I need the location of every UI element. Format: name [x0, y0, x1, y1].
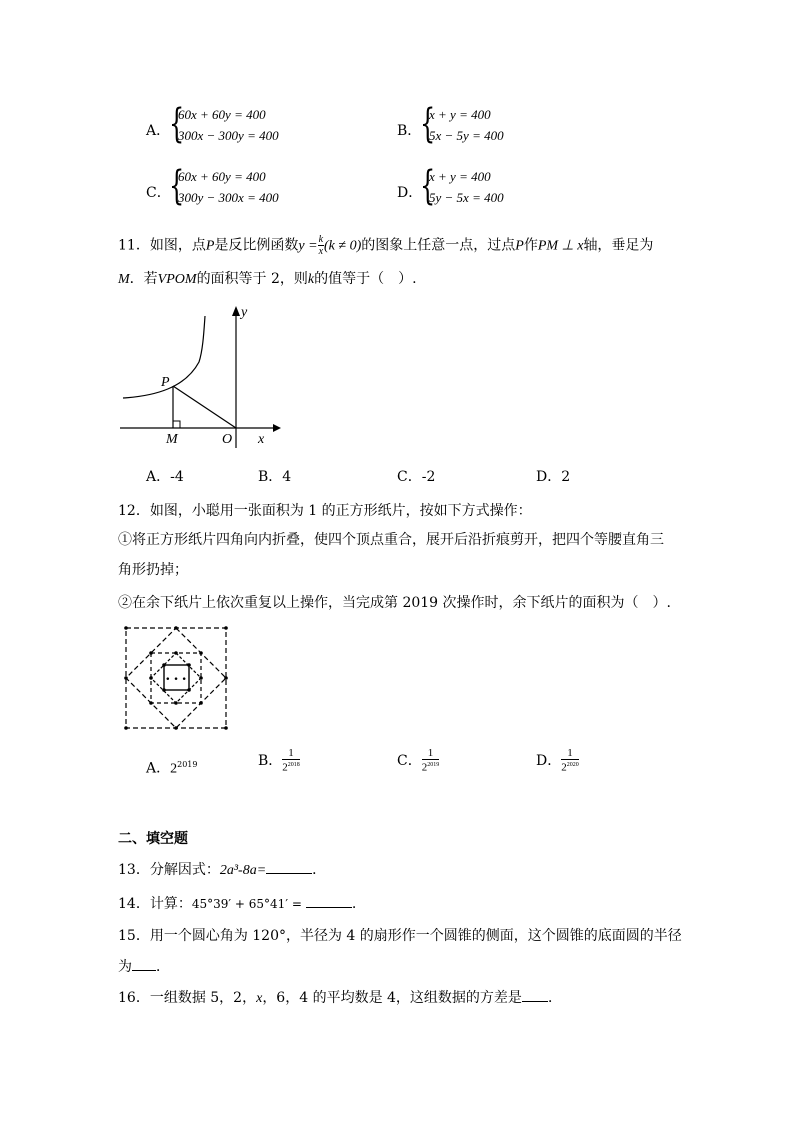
pm-perp: PM ⊥ x [537, 238, 584, 254]
q11-text: 轴，垂足为 [583, 237, 654, 254]
q15-line2 [118, 958, 170, 976]
point-m: M [118, 272, 130, 287]
q12-line1: 12．如图，小聪用一张面积为 1 的正方形纸片，按如下方式操作： [118, 503, 532, 519]
answer-blank[interactable] [132, 970, 156, 971]
option-letter: A． [146, 760, 171, 777]
point-p: P [515, 238, 524, 254]
label-x: x [258, 432, 265, 447]
q11-text: 的图象上任意一点，过点 [361, 237, 516, 254]
q16-text: ． [547, 990, 562, 1006]
q11-option-b: B．4 [258, 469, 292, 485]
q12-option-d [536, 748, 579, 774]
q11-line2 [118, 270, 417, 289]
k-var: k [307, 272, 315, 287]
q14-text: 14．计算： [118, 896, 192, 912]
q12-option-c [397, 748, 439, 774]
option-letter: D． [536, 752, 562, 769]
x-axis-arrow [273, 424, 281, 432]
q13-text: ． [312, 862, 327, 878]
y-axis-arrow [232, 306, 240, 316]
label-m: M [166, 432, 178, 447]
q14-text: . [351, 896, 357, 912]
q16 [118, 989, 562, 1008]
option-letter: D． [397, 185, 423, 201]
q16-text: ，6，4 的平均数是 4，这组数据的方差是 [262, 990, 522, 1006]
answer-blank[interactable] [522, 1001, 548, 1002]
x-var: x [256, 991, 263, 1006]
q11-line1 [118, 234, 653, 257]
q15-line1: 15．用一个圆心角为 120°，半径为 4 的扇形作一个圆锥的侧面，这个圆锥的底面圆的半径 [118, 928, 682, 944]
answer-blank[interactable] [266, 873, 312, 874]
equation: 5x − 5y = 400 [429, 128, 504, 143]
q14 [118, 895, 356, 913]
brace: { [420, 101, 436, 147]
label-o: O [222, 432, 233, 447]
option-letter: B． [258, 752, 283, 769]
equation: 60x + 60y = 400 [178, 169, 266, 184]
q13-text: 13．分解因式： [118, 862, 220, 878]
point-p: P [205, 238, 215, 254]
segment-po [173, 386, 236, 428]
equation: x + y = 400 [429, 169, 491, 184]
q12-line4: ②在余下纸片上依次重复以上操作，当完成第 2019 次操作时，余下纸片的面积为（ ）. [118, 595, 671, 611]
fraction-k-over-x: $\frac{k}{x}$ [318, 234, 324, 257]
q12-option-b [258, 748, 300, 774]
q15-text: ． [156, 959, 170, 975]
center-dots: • • • [165, 675, 187, 685]
fraction: $\frac{1}{2^{2020}}$ [561, 747, 579, 774]
q12-figure [120, 624, 230, 734]
fraction: $\frac{1}{2^{2019}}$ [421, 747, 440, 774]
base: 2 [170, 761, 178, 777]
q11-option-a: A．-4 [146, 469, 184, 485]
q13-expression: 2a³-8a= [219, 863, 267, 878]
q11-text: 作 [523, 237, 538, 254]
q11-text: 是反比例函数 [214, 237, 299, 254]
right-angle-mark [173, 421, 180, 428]
exponent: 2019 [177, 760, 198, 769]
condition: (k ≠ 0) [324, 238, 362, 254]
triangle-pom: VPOM [157, 272, 197, 287]
option-letter: C． [146, 185, 171, 201]
q11-graph [115, 300, 285, 450]
q11-text: 11．如图，点 [118, 237, 206, 254]
brace: { [420, 163, 436, 209]
equation: x + y = 400 [429, 107, 491, 122]
q16-text: 16．一组数据 5，2， [118, 990, 257, 1006]
q13 [118, 861, 326, 880]
option-letter: A． [146, 123, 171, 139]
q15-text: 为 [118, 959, 132, 975]
q11-option-c: C．-2 [397, 469, 436, 485]
fraction: $\frac{1}{2^{2018}}$ [282, 747, 300, 774]
q12-line2: ①将正方形纸片四角向内折叠，使四个顶点重合，展开后沿折痕剪开，把四个等腰直角三 [118, 532, 664, 548]
label-y: y [241, 305, 248, 320]
q12-line3: 角形扔掉； [118, 562, 188, 578]
option-letter: C． [397, 752, 422, 769]
q11-text: 的面积等于 2，则 [196, 271, 308, 287]
function-lhs: y = [298, 238, 318, 254]
q12-option-a [146, 756, 197, 779]
label-p: P [161, 375, 170, 390]
q11-option-d: D．2 [536, 469, 571, 485]
brace: { [169, 163, 185, 209]
equation: 300x − 300y = 400 [178, 128, 279, 143]
brace: { [169, 101, 185, 147]
q11-text: 的值等于（ ）. [314, 271, 417, 287]
answer-blank[interactable] [306, 907, 352, 908]
section-title-fill-in: 二、填空题 [118, 831, 188, 847]
equation: 5y − 5x = 400 [429, 190, 504, 205]
equation: 300y − 300x = 400 [178, 190, 279, 205]
equation: 60x + 60y = 400 [178, 107, 266, 122]
q14-expression: 45°39′ + 65°41′ = [191, 897, 302, 911]
option-letter: B． [397, 123, 422, 139]
q11-text: ．若 [129, 271, 158, 287]
